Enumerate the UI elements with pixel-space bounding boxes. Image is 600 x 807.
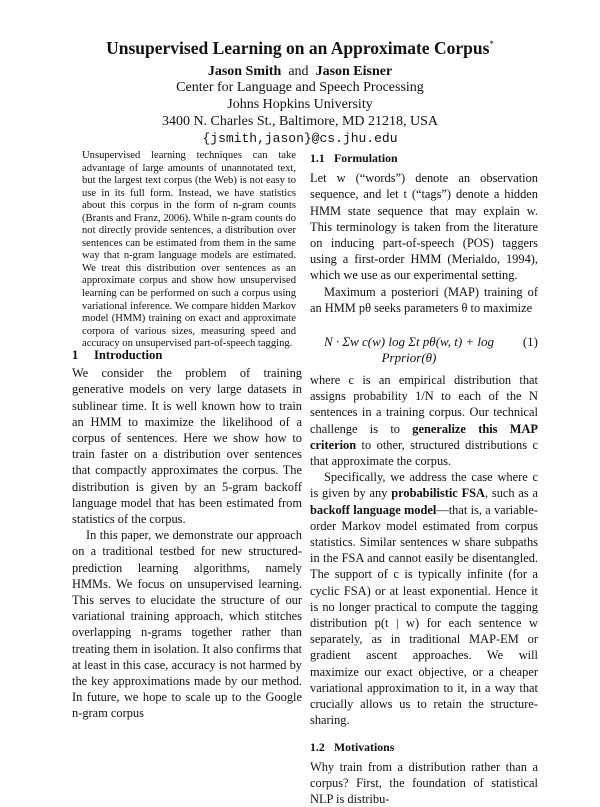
left-column bbox=[72, 347, 302, 722]
formulation-paragraph-4: Specifically, we address the case where c is given by any probabilistic FSA, such as a backoff language model—that is, a variable-order Markov model estimated from corpus statistics. Similar sentences w share subpaths in the FSA and cannot easily be disentangled. The support of c is typically infinite (for a cyclic FSA) or at least exponential. Hence it is no longer practical to compute the tagging distribution p(t | w) for each sentence w separately, as in traditional MAP-EM or gradient ascent approaches. We will maximize our exact objective, or a cheaper variational approximation to it, in a way that crucially allows us to retain the structure-sharing. bbox=[310, 470, 538, 728]
formulation-paragraph-3: where c is an empirical distribution that assigns probability 1/N to each of the N sentences in a training corpus. Our technical challenge is to generalize this MAP criterion to other, structured distributions c that approximate the corpus. bbox=[310, 373, 538, 469]
subsection-heading-motivations bbox=[310, 739, 538, 755]
subsection-title: Motivations bbox=[334, 739, 395, 754]
right-column bbox=[310, 150, 538, 807]
subsection-number: 1.2 bbox=[310, 739, 325, 754]
bold-phrase: backoff language model bbox=[310, 502, 437, 517]
formulation-paragraph-2: Maximum a posteriori (MAP) training of an HMM pθ seeks parameters θ to maximize bbox=[310, 284, 538, 315]
title-text: Unsupervised Learning on an Approximate Corpus bbox=[106, 38, 490, 58]
subsection-number: 1.1 bbox=[310, 151, 325, 165]
section-heading-introduction bbox=[72, 347, 302, 363]
title-footnote-mark: * bbox=[489, 39, 494, 50]
abstract bbox=[82, 150, 296, 351]
subsection-heading-formulation bbox=[310, 150, 538, 166]
equation-body: N · Σw c(w) log Σt pθ(w, t) + log Prprior(θ) bbox=[323, 334, 495, 366]
subsection-title: Formulation bbox=[334, 151, 398, 165]
bold-phrase: generalize this MAP criterion bbox=[310, 421, 538, 452]
affiliation-line-3: 3400 N. Charles St., Baltimore, MD 21218, USA bbox=[161, 114, 439, 129]
abstract-text: Unsupervised learning techniques can take advantage of large amounts of unannotated text, but the largest text corpus (the Web) is not easy to use in its full form. Instead, we have statistics about this corpus in the form of n-gram counts (Brants and Franz, 2006). While n-gram counts do not directly provide sentences, a distribution over sentences can be estimated from them in the same way that n-gram language models are estimated. We treat this distribution over sentences as an approximate corpus and show how unsupervised learning can be performed on such a corpus using variational inference. We compare hidden Markov model (HMM) training on exact and approximate corpora of various sizes, measuring speed and accuracy on unsupervised part-of-speech tagging. bbox=[82, 150, 296, 350]
bold-phrase: probabilistic FSA bbox=[391, 486, 485, 501]
equation-number: (1) bbox=[522, 334, 538, 350]
author-1: Jason Smith bbox=[207, 64, 282, 79]
section-number: 1 bbox=[72, 348, 79, 362]
intro-paragraph-1: We consider the problem of training generative models on very large datasets in sublinear time. It is well known how to train an HMM to maximize the likelihood of a corpus of sentences. Here we show how to train faster on a distribution over sentences that compactly approximates the corpus. The distribution is given by an 5-gram backoff language model that has been estimated from statistics of the corpus. bbox=[72, 366, 302, 527]
equation-1 bbox=[310, 322, 538, 368]
affiliation-line-1: Center for Language and Speech Processing bbox=[176, 80, 424, 95]
paper-title bbox=[0, 38, 600, 59]
motivations-paragraph-1: Why train from a distribution rather than a corpus? First, the foundation of statistical NLP is distribu- bbox=[310, 759, 538, 807]
author-email: {jsmith,jason}@cs.jhu.edu bbox=[202, 131, 398, 146]
formulation-paragraph-1: Let w (“words”) denote an observation sequence, and let t (“tags”) denote a hidden HMM state sequence that may explain w. This terminology is taken from the literature on inducing part-of-speech (POS) taggers using a first-order HMM (Merialdo, 1994), which we use as our experimental setting. bbox=[310, 171, 538, 283]
author-line bbox=[0, 63, 600, 80]
affiliation-line-2: Johns Hopkins University bbox=[227, 97, 373, 112]
intro-paragraph-2: In this paper, we demonstrate our approach on a traditional testbed for new structured-prediction learning algorithms, namely HMMs. We focus on unsupervised learning. This serves to elucidate the structure of our variational training approach, which stitches overlapping n-grams together rather than treating them in isolation. It also confirms that at least in this case, accuracy is not harmed by the key approximations made by our method. In future, we hope to scale up to the Google n-gram corpus bbox=[72, 528, 302, 721]
author-conjunction: and bbox=[288, 64, 309, 79]
author-2: Jason Eisner bbox=[315, 64, 393, 79]
section-title: Introduction bbox=[94, 348, 163, 362]
